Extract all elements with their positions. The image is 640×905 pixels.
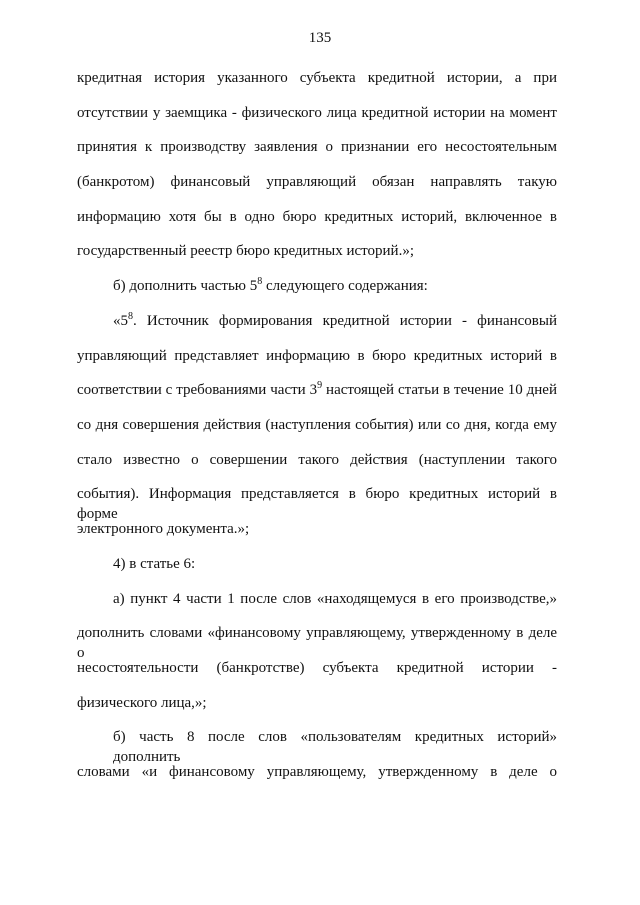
page-number: 135 [308,30,332,46]
text-line [113,311,557,331]
text-fragment: «5 [113,313,128,329]
text-fragment: . Источник формирования кредитной истории - финансовый [133,313,557,329]
text-line: физического лица,»; [77,695,207,711]
text-line: б) часть 8 после слов «пользователям кредитных историй» дополнить [113,729,557,765]
text-fragment: настоящей статьи в течение 10 дней [322,382,557,398]
text-line: кредитная история указанного субъекта кредитной истории, а при [77,70,557,86]
text-line: (банкротом) финансовый управляющий обязан направлять такую [77,174,557,190]
text-fragment: б) дополнить частью 5 [113,278,258,294]
superscript: 8 [128,311,133,322]
text-line: управляющий представляет информацию в бюро кредитных историй в [77,348,557,364]
text-line: электронного документа.»; [77,521,250,537]
text-line [113,276,557,296]
text-line: отсутствии у заемщика - физического лица кредитной истории на момент [77,105,557,121]
text-line: а) пункт 4 части 1 после слов «находящемуся в его производстве,» [113,591,557,607]
text-line: дополнить словами «финансовому управляющему, утвержденному в деле о [77,625,557,661]
text-line: принятия к производству заявления о признании его несостоятельным [77,139,557,155]
superscript: 8 [257,276,263,287]
text-line: со дня совершения действия (наступления события) или со дня, когда ему [77,417,557,433]
text-fragment: следующего содержания: [262,278,428,294]
superscript: 9 [317,380,323,391]
text-line: несостоятельности (банкротстве) субъекта кредитной истории - [77,660,557,676]
text-line [77,380,557,400]
text-fragment: соответствии с требованиями части 3 [77,382,318,398]
text-line: информацию хотя бы в одно бюро кредитных историй, включенное в [77,209,557,225]
text-line: стало известно о совершении такого действия (наступлении такого [77,452,557,468]
text-line: события). Информация представляется в бюро кредитных историй в форме [77,486,557,522]
text-line: словами «и финансовому управляющему, утвержденному в деле о [77,764,557,780]
text-line: 4) в статье 6: [113,556,196,572]
text-line: государственный реестр бюро кредитных историй.»; [77,243,414,259]
